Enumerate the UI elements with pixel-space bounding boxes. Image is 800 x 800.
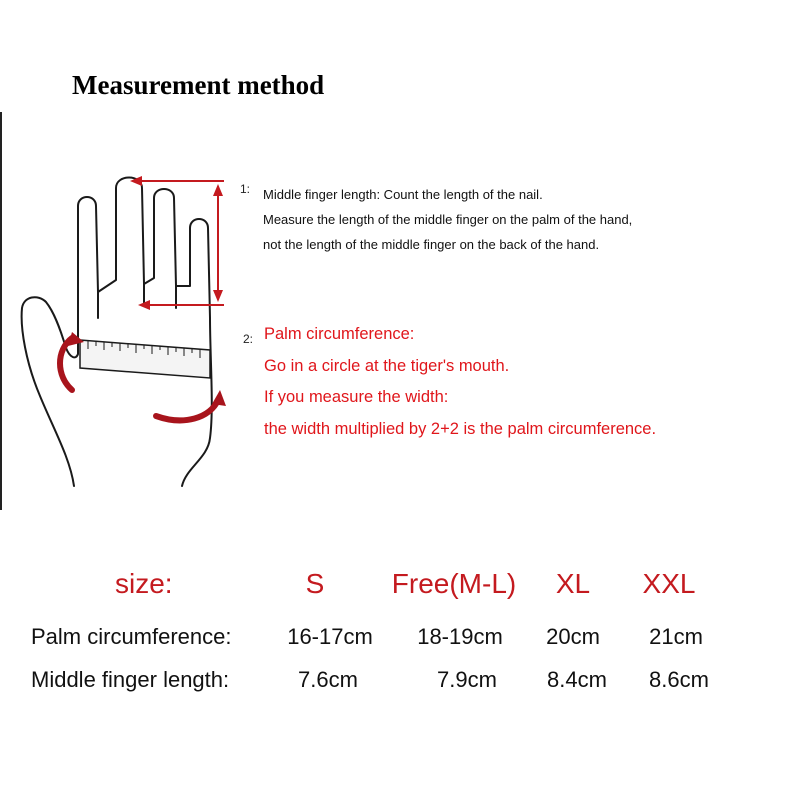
step-1-line: Middle finger length: Count the length of the nail. [263, 187, 543, 202]
table-cell: 16-17cm [287, 624, 373, 649]
step-1-line: Measure the length of the middle finger on the palm of the hand, [263, 212, 633, 227]
curve-arrow-right [156, 400, 218, 420]
size-header-xxl: XXL [642, 568, 696, 599]
step-2-line: Palm circumference: [264, 325, 415, 343]
table-cell: 8.4cm [547, 667, 607, 692]
step-2-number: 2: [243, 332, 254, 346]
size-header-s: S [305, 568, 325, 599]
step-2-text [264, 319, 656, 445]
size-header-label: size: [115, 568, 173, 599]
table-cell: 21cm [649, 624, 703, 649]
table-cell: 7.9cm [437, 667, 497, 692]
table-cell: 7.6cm [298, 667, 358, 692]
row-label-middle-finger: Middle finger length: [31, 667, 230, 692]
table-cell: 20cm [546, 624, 600, 649]
step-1-text [263, 182, 632, 257]
hand-measurement-illustration [14, 168, 244, 488]
size-header-xl: XL [555, 568, 591, 599]
step-1-number: 1: [240, 182, 251, 196]
curve-arrow-left [60, 338, 72, 390]
step-1-line: not the length of the middle finger on the back of the hand. [263, 237, 600, 252]
table-cell: 18-19cm [417, 624, 503, 649]
step-2-line: Go in a circle at the tiger's mouth. [264, 356, 510, 375]
measuring-tape [80, 340, 210, 378]
step-2-line: If you measure the width: [264, 388, 449, 406]
size-header-free: Free(M-L) [391, 568, 517, 599]
step-2-line: the width multiplied by 2+2 is the palm circumference. [264, 419, 657, 438]
page-title: Measurement method [72, 70, 325, 100]
size-chart-table [0, 568, 800, 708]
hand-outline [22, 178, 212, 487]
table-cell: 8.6cm [649, 667, 709, 692]
row-label-palm: Palm circumference: [31, 624, 232, 649]
left-divider [0, 112, 2, 510]
